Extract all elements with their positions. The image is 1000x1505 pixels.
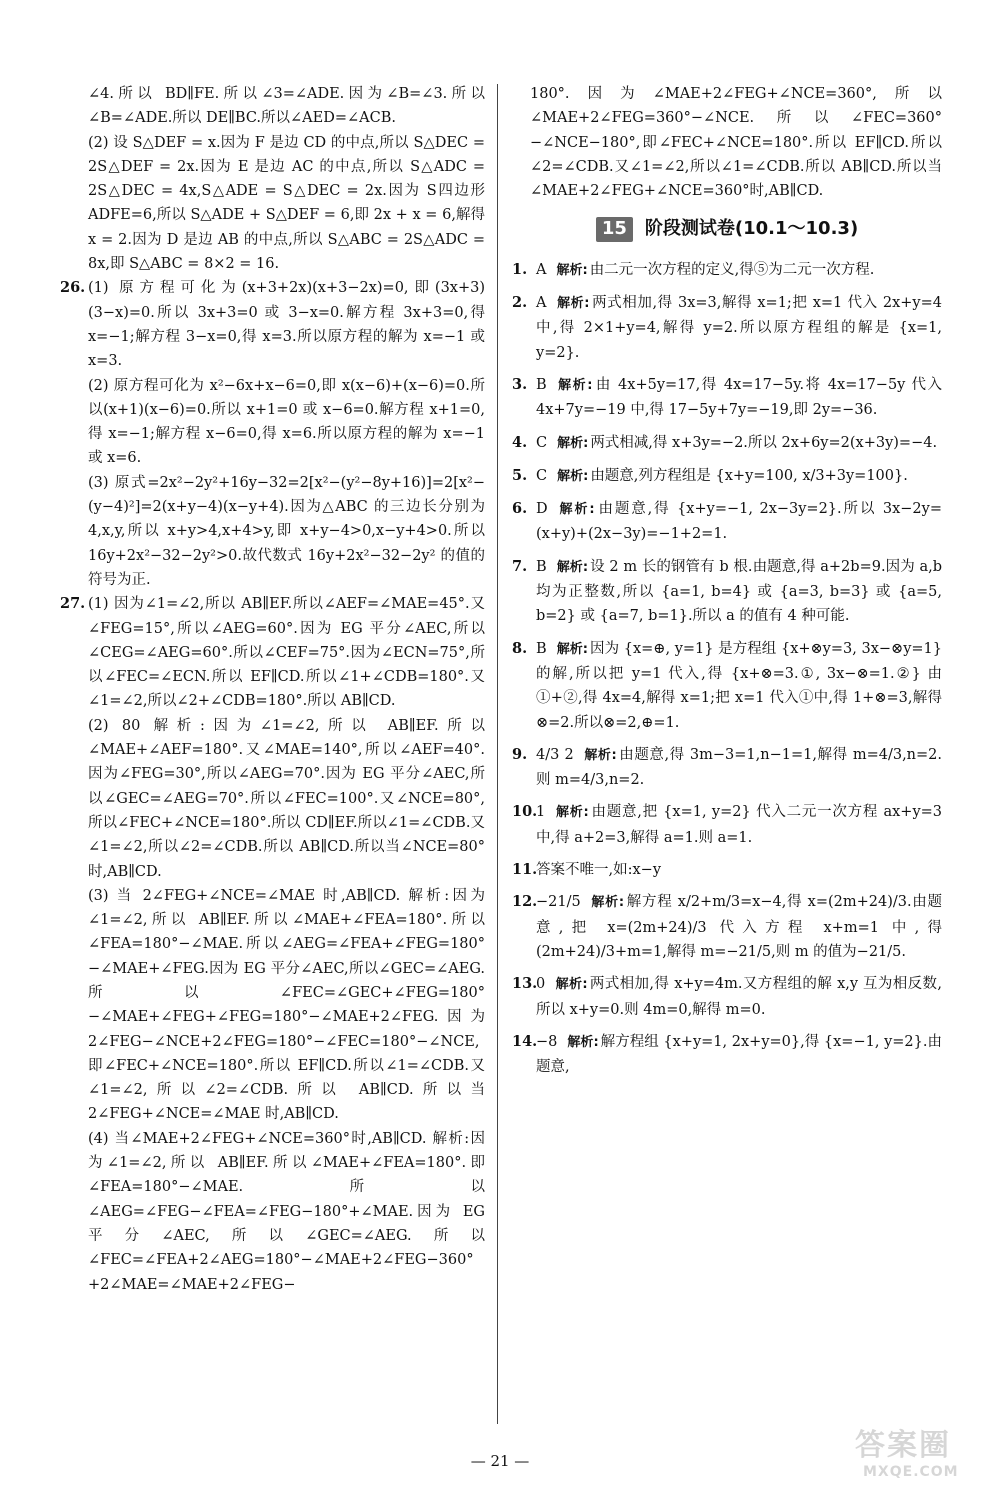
watermark-logo bbox=[855, 1420, 995, 1500]
page-number: — 21 — bbox=[470, 1452, 530, 1470]
item-explanation: 因为 {x=⊕, y=1} 是方程组 {x+⊗y=3, 3x−⊗y=1} 的解,所以把 y=1 代入,得 {x+⊗=3.①, 3x−⊗=1.②} 由①+②,得 4x=4,解得 x=1;把 x=1 代入①中,得 1+⊗=3,解得⊗=2.所以⊗=2,⊕=1. bbox=[536, 640, 942, 731]
analysis-label: 解析: bbox=[567, 1034, 599, 1050]
analysis-label: 解析: bbox=[555, 977, 588, 993]
right-column bbox=[512, 82, 942, 1087]
answer-item bbox=[512, 373, 942, 423]
item-number: 12. bbox=[512, 893, 538, 911]
item-answer: 0 bbox=[536, 976, 546, 993]
item-number: 10. bbox=[512, 803, 538, 821]
question-27-part-4: (4) 当∠MAE+2∠FEG+∠NCE=360°时,AB∥CD. 解析:因为∠1=∠2,所以 AB∥EF.所以∠MAE+∠FEA=180°.即∠FEA=180°−∠MAE.所以∠AEG=∠FEG−∠FEA=∠FEG−180°+∠MAE.因为 EG 平分∠AEC,所以∠GEC=∠AEG.所以∠FEC=∠FEA+2∠AEG=180°−∠MAE+2∠FEG−360°+2∠MAE=∠MAE+2∠FEG− bbox=[88, 1130, 485, 1293]
analysis-label: 解析: bbox=[557, 502, 595, 518]
answer-item bbox=[512, 972, 942, 1022]
paragraph-25-2: (2) 设 S△DEF = x.因为 F 是边 CD 的中点,所以 S△DEC = 2S△DEF = 2x.因为 E 是边 AC 的中点,所以 S△ADC = 2S△DEC = 4x,S△ADE = S△DEC = 2x.因为 S四边形ADFE=6,所以 S△ADE + S△DEF = 6,即 2x + x = 6,解得 x = 2.因为 D 是边 AB 的中点,所以 S△ABC = 2S△ADC = 8x,即 S△ABC = 8×2 = 16. bbox=[88, 134, 485, 273]
item-number: 1. bbox=[512, 260, 528, 278]
section-number-badge: 15 bbox=[596, 217, 633, 241]
answer-list bbox=[512, 258, 942, 1080]
answer-item bbox=[512, 497, 942, 547]
question-26-part-2: (2) 原方程可化为 x²−6x+x−6=0,即 x(x−6)+(x−6)=0.所以(x+1)(x−6)=0.所以 x+1=0 或 x−6=0.解方程 x+1=0,得 x=−1;解方程 x−6=0,得 x=6.所以原方程的解为 x=−1 或 x=6. bbox=[88, 377, 485, 467]
question-26-part-1 bbox=[60, 276, 485, 373]
answer-item bbox=[512, 464, 942, 489]
analysis-label: 解析: bbox=[556, 296, 590, 312]
answer-item bbox=[512, 743, 942, 793]
item-explanation: 设 2 m 长的钢管有 b 根.由题意,得 a+2b=9.因为 a,b 均为正整数,所以 {a=1, b=4} 或 {a=3, b=3} 或 {a=5, b=2} 或 {a=7, b=1}.所以 a 的值有 4 种可能. bbox=[536, 558, 943, 625]
item-explanation: 由二元一次方程的定义,得⑤为二元一次方程. bbox=[589, 261, 875, 278]
item-explanation: 解方程组 {x+y=1, 2x+y=0},得 {x=−1, y=2}.由题意, bbox=[536, 1033, 942, 1076]
item-number: 9. bbox=[512, 745, 528, 763]
item-answer: 4/3 2 bbox=[536, 746, 574, 763]
analysis-label: 解析: bbox=[555, 805, 589, 821]
paragraph-25-1-end: ∠4.所以 BD∥FE.所以∠3=∠ADE.因为∠B=∠3.所以∠B=∠ADE.所以 DE∥BC.所以∠AED=∠ACB. bbox=[88, 86, 485, 127]
answer-item bbox=[512, 800, 942, 850]
analysis-label: 解析: bbox=[556, 641, 588, 657]
question-number: 27. bbox=[60, 595, 86, 613]
item-answer: D bbox=[536, 501, 548, 518]
item-answer: −8 bbox=[536, 1033, 558, 1050]
answer-item bbox=[512, 637, 942, 735]
answer-text: (1) 原方程可化为(x+3+2x)(x+3−2x)=0,即(3x+3)(3−x)=0.所以 3x+3=0 或 3−x=0.解方程 3x+3=0,得 x=−1;解方程 3−x=0,得 x=3.所以原方程的解为 x=−1 或 x=3. bbox=[88, 280, 485, 370]
item-answer: B bbox=[536, 376, 547, 393]
answer-item bbox=[512, 258, 942, 283]
item-explanation: 由题意,把 {x=1, y=2} 代入二元一次方程 ax+y=3 中,得 a+2=3,解得 a=1.则 a=1. bbox=[536, 804, 943, 846]
item-number: 13. bbox=[512, 975, 538, 993]
item-answer: C bbox=[536, 434, 548, 451]
answer-item bbox=[512, 431, 942, 456]
item-number: 3. bbox=[512, 375, 528, 393]
item-number: 5. bbox=[512, 466, 528, 484]
question-26-part-3: (3) 原式=2x²−2y²+16y−32=2[x²−(y²−8y+16)]=2[x²−(y−4)²]=2(x+y−4)(x−y+4).因为△ABC 的三边长分别为 4,x,y,所以 x+y>4,x+4>y,即 x+y−4>0,x−y+4>0.所以 16y+2x²−32−2y²>0.故代数式 16y+2x²−32−2y² 的值的符号为正. bbox=[88, 474, 485, 588]
item-explanation: 由 4x+5y=17,得 4x=17−5y.将 4x=17−5y 代入 4x+7y=−19 中,得 17−5y+7y=−19,即 2y=−36. bbox=[536, 376, 943, 419]
item-explanation: 两式相加,得 x+y=4m.又方程组的解 x,y 互为相反数,所以 x+y=0.则 4m=0,解得 m=0. bbox=[536, 976, 942, 1018]
item-number: 4. bbox=[512, 433, 528, 451]
watermark-url: MXQE.COM bbox=[863, 1464, 959, 1480]
item-answer: A bbox=[536, 295, 547, 312]
section-title: 阶段测试卷(10.1～10.3) bbox=[644, 218, 859, 240]
analysis-label: 解析: bbox=[590, 895, 625, 911]
item-number: 8. bbox=[512, 639, 528, 657]
item-explanation: 解方程 x/2+m/3=x−4,得 x=(2m+24)/3.由题意,把 x=(2m+24)/3 代入方程 x+m=1 中,得 (2m+24)/3+m=1,解得 m=−21/5,则 m 的值为−21/5. bbox=[536, 894, 943, 960]
item-number: 11. bbox=[512, 861, 538, 879]
left-column bbox=[60, 82, 485, 1297]
item-explanation: 答案不唯一,如:x−y bbox=[536, 862, 662, 879]
analysis-label: 解析: bbox=[556, 377, 593, 393]
item-number: 2. bbox=[512, 294, 528, 312]
item-answer: B bbox=[536, 640, 547, 657]
analysis-label: 解析: bbox=[557, 435, 589, 451]
item-number: 6. bbox=[512, 500, 528, 518]
column-divider bbox=[497, 84, 498, 1424]
question-27-part-2: (2) 80 解析:因为∠1=∠2,所以 AB∥EF.所以∠MAE+∠AEF=180°.又∠MAE=140°,所以∠AEF=40°.因为∠FEG=30°,所以∠AEG=70°.因为 EG 平分∠AEC,所以∠GEC=∠AEG=70°.所以∠FEC=100°.又∠NCE=80°,所以∠FEC+∠NCE=180°.所以 CD∥EF.所以∠1=∠CDB.又∠1=∠2,所以∠2=∠CDB.所以 AB∥CD.所以当∠NCE=80°时,AB∥CD. bbox=[88, 717, 485, 880]
item-explanation: 两式相加,得 3x=3,解得 x=1;把 x=1 代入 2x+y=4 中,得 2×1+y=4,解得 y=2.所以原方程组的解是 {x=1, y=2}. bbox=[536, 295, 942, 361]
analysis-label: 解析: bbox=[583, 747, 617, 763]
answer-item bbox=[512, 1030, 942, 1080]
item-answer: C bbox=[536, 467, 548, 484]
answer-item bbox=[512, 555, 942, 629]
question-27-part-1 bbox=[60, 592, 485, 713]
item-explanation: 由题意,得 {x+y=−1, 2x−3y=2}.所以 3x−2y=(x+y)+(2x−3y)=−1+2=1. bbox=[536, 501, 942, 543]
section-heading bbox=[512, 217, 942, 241]
answer-item bbox=[512, 890, 942, 964]
paragraph-27-4-end: 180°.因为∠MAE+2∠FEG+∠NCE=360°,所以∠MAE+2∠FEG=360°−∠NCE.所以∠FEC=360°−∠NCE−180°,即∠FEC+∠NCE=180°.所以 EF∥CD.所以∠2=∠CDB.又∠1=∠2,所以∠1=∠CDB.所以 AB∥CD.所以当∠MAE+2∠FEG+∠NCE=360°时,AB∥CD. bbox=[530, 86, 942, 200]
answer-text: (1) 因为∠1=∠2,所以 AB∥EF.所以∠AEF=∠MAE=45°.又∠FEG=15°,所以∠AEG=60°.因为 EG 平分∠AEC,所以∠CEG=∠AEG=60°.所以∠CEF=75°.因为∠ECN=75°,所以∠FEC=∠ECN.所以 EF∥CD.所以∠1+∠CDB=180°.又∠1=∠2,所以∠2+∠CDB=180°.所以 AB∥CD. bbox=[88, 596, 485, 710]
watermark-text: 答案圈 bbox=[855, 1428, 951, 1463]
item-explanation: 由题意,得 3m−3=1,n−1=1,解得 m=4/3,n=2.则 m=4/3,n=2. bbox=[536, 746, 942, 789]
question-27-part-3: (3) 当 2∠FEG+∠NCE=∠MAE 时,AB∥CD. 解析:因为∠1=∠2,所以 AB∥EF.所以∠MAE+∠FEA=180°.所以∠FEA=180°−∠MAE.所以∠AEG=∠FEA+∠FEG=180°−∠MAE+∠FEG.因为 EG 平分∠AEC,所以∠GEC=∠AEG.所以∠FEC=∠GEC+∠FEG=180°−∠MAE+∠FEG+∠FEG=180°−∠MAE+2∠FEG.因为 2∠FEG−∠NCE+2∠FEG=180°−∠FEC=180°−∠NCE,即∠FEC+∠NCE=180°.所以 EF∥CD.所以∠1=∠CDB.又∠1=∠2,所以∠2=∠CDB.所以 AB∥CD.所以当 2∠FEG+∠NCE=∠MAE 时,AB∥CD. bbox=[88, 887, 485, 1123]
analysis-label: 解析: bbox=[556, 262, 588, 278]
item-number: 7. bbox=[512, 557, 528, 575]
question-number: 26. bbox=[60, 279, 86, 297]
item-answer: −21/5 bbox=[536, 894, 581, 911]
item-answer: 1 bbox=[536, 804, 546, 821]
item-explanation: 两式相减,得 x+3y=−2.所以 2x+6y=2(x+3y)=−4. bbox=[590, 434, 938, 451]
analysis-label: 解析: bbox=[556, 559, 589, 575]
answer-item bbox=[512, 858, 942, 882]
item-answer: A bbox=[536, 261, 547, 278]
analysis-label: 解析: bbox=[557, 468, 589, 484]
item-answer: B bbox=[536, 558, 547, 575]
item-explanation: 由题意,列方程组是 {x+y=100, x/3+3y=100}. bbox=[590, 467, 908, 484]
item-number: 14. bbox=[512, 1032, 538, 1050]
answer-item bbox=[512, 291, 942, 365]
